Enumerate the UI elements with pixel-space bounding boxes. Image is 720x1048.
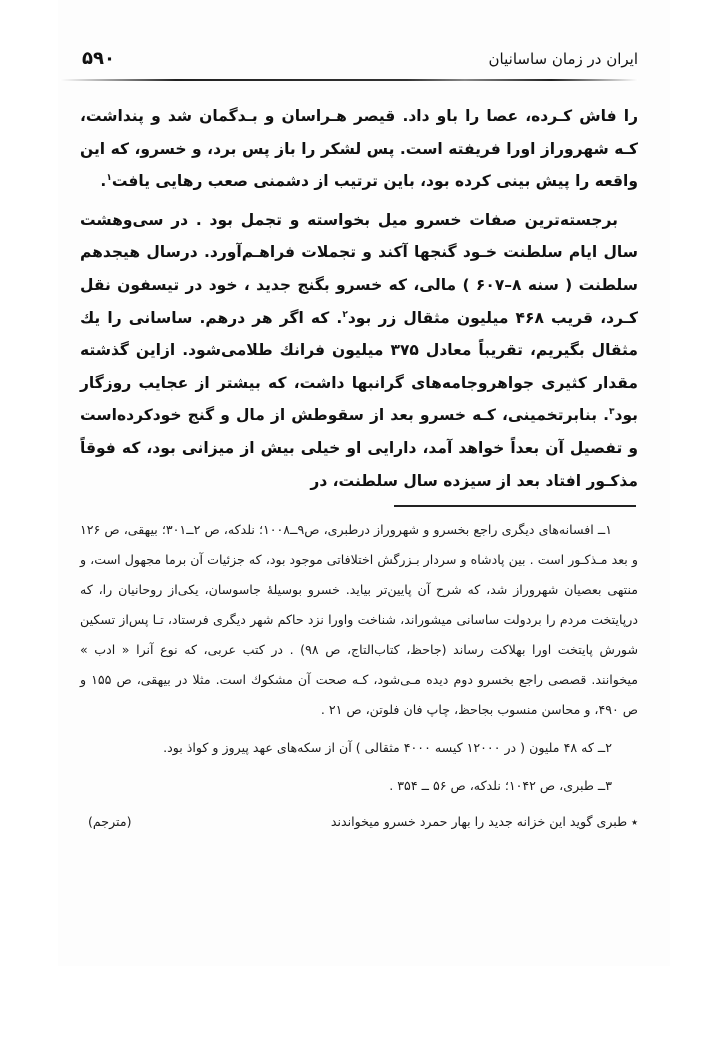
page-header xyxy=(78,48,640,76)
footnote-3: ۳ــ طبری، ص ۱۰۴۲؛ نلدکه، ص ۵۶ ــ ۳۵۴ . xyxy=(389,778,612,793)
paragraph-text: را فاش کـرده، عصا را باو داد. قیصر هـراسان و بـدگمان شد و پنداشت، کـه شهروراز اورا فریفته است. پس لشکر را باز پس برد، و خسرو، که این واقعه را پیش بینی کرده بود، باین ترتیب از دشمنی صعب رهایی یافت xyxy=(80,107,638,191)
paragraph-text: برجسته‌ترین صفات خسرو میل بخواسته و تجمل بود . در سی‌وهشت سال ایام سلطنت خـود گنجها آکند و تجملات فراهـم‌آورد. درسال هیجدهم سلطنت ( سنه ۸–۶۰۷ ) مالی، که خسرو بگنج جدید ، خود در تیسفون نقل کـرد، قریب ۴۶۸ میلیون مثقال زر بود xyxy=(80,210,639,327)
footnote-1: ۱ــ افسانه‌های دیگری راجع بخسرو و شهروراز درطبری، ص۹ــ۱۰۰۸؛ نلدکه، ص ۲ــ۳۰۱؛ بیهقی، ص ۱۲۶ و بعد مـذکـور است . بین پادشاه و سردار بـزرگش اختلافاتی موجود بود، که جزئیات آن برما مجهول است، و منتهی بعصیان شهروراز شد، که شرح آن پایین‌تر بیاید. خسرو بوسیلهٔ جاسوسان، یکی‌از روحانیان را، که درپایتخت مردم را بردولت ساسانی میشوراند، شناخت واورا نزد حاکم شهر دیگری فرستاد، تـا پس‌از تسکین شورش پایتخت اورا بهلاکت رساند (جاحظ، کتاب‌التاج، ص ۹۸) . در کتب عربی، که نوع آنرا « ادب » میخوانند. قصصی راجع بخسرو دوم دیده مـی‌شود، کـه صحت آن مشکوك است. مثلا در بیهقی، ص ۱۵۵ و ص ۴۹۰، و محاسن منسوب بجاحظ، چاپ فان فلوتن، ص ۲۱ . xyxy=(80,522,638,717)
footnotes xyxy=(80,515,638,837)
paragraph-text: . که اگر هر درهم. ساسانی را یك مثقال بگیریم، تقریباً معادل ۳۷۵ میلیون فرانك طلامی‌شود. ازاین گذشته مقدار کثیری جواهروجامه‌های گرانبها داشت، که بیشتر از عجایب روزگار بود xyxy=(80,308,638,425)
translator-tag: (مترجم) xyxy=(88,814,132,829)
translator-note-text: ٭ طبری گوید این خزانه جدید را بهار حمرد خسرو میخواندند xyxy=(330,814,638,829)
paragraph: را فاش کـرده، عصا را باو داد. قیصر هـراسان و بـدگمان شد و پنداشت، کـه شهروراز اورا فریفته است. پس لشکر را باز پس برد، و خسرو، که این واقعه را پیش بینی کرده بود، باین ترتیب از دشمنی صعب رهایی یافت$^۱$. xyxy=(80,107,638,191)
translator-note xyxy=(80,807,638,837)
footnote-ref: ۳ xyxy=(609,407,615,418)
main-text xyxy=(80,100,638,497)
footnote-ref: ۲ xyxy=(342,309,348,320)
paragraph xyxy=(80,204,638,497)
running-title: ایران در زمان ساسانیان xyxy=(488,50,638,68)
footnote-2: ۲ــ که ۴۸ ملیون ( در ۱۲۰۰۰ کیسه ۴۰۰۰ مثقالی ) آن از سکه‌های عهد پیروز و کواذ بود. xyxy=(163,740,612,755)
paragraph-text: . بنابرتخمینی، کـه خسرو بعد از سقوطش از مال و گنج خودکرده‌است و تفصیل آن بعداً خواهد آمد، دارایی او خیلی بیش از میزانی بود، که فوقاً مذکـور افتاد بعد از سیزده سال سلطنت، در xyxy=(80,406,638,490)
page-number: ۵۹۰ xyxy=(82,48,115,69)
footnote-separator xyxy=(394,505,636,507)
footnote-ref: ۱ xyxy=(106,173,112,184)
header-rule xyxy=(60,79,638,81)
